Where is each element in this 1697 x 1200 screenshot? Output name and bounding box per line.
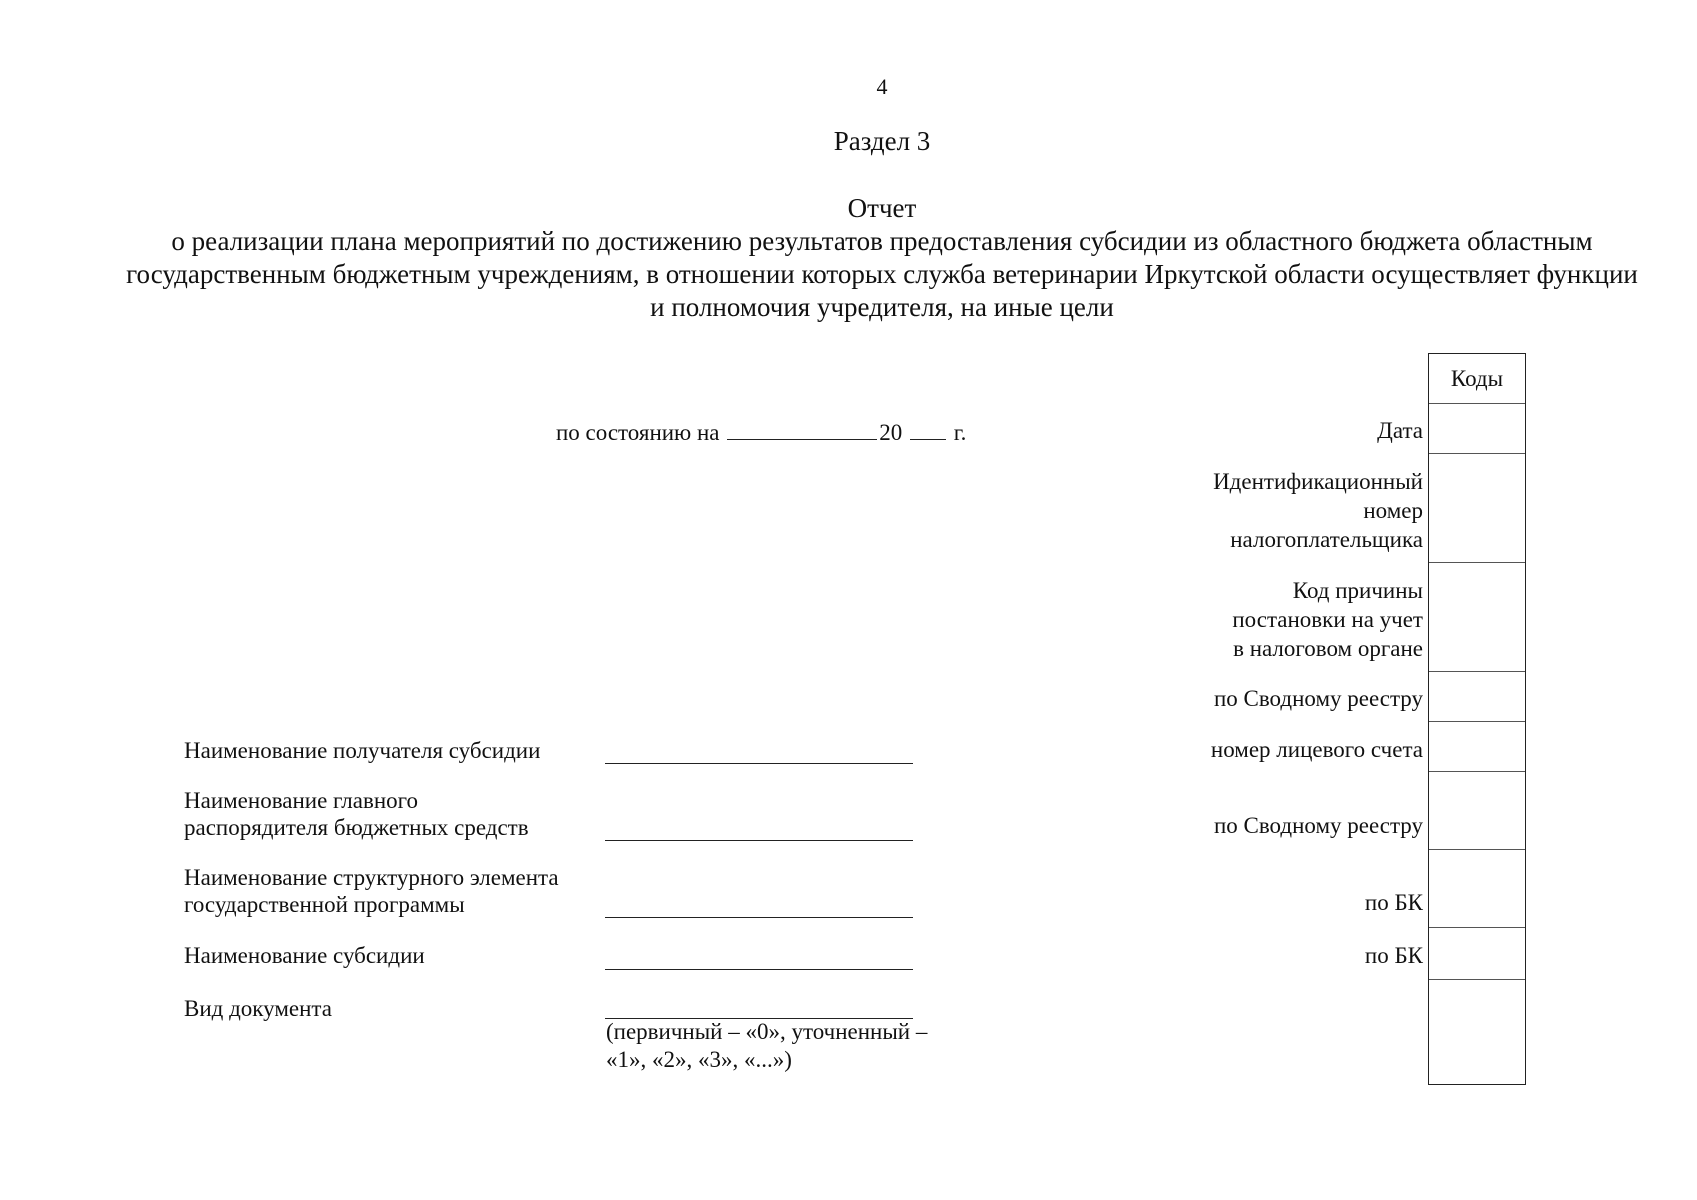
code-label-consolidated-registry-2 [1214, 811, 1423, 840]
codes-header: Коды [1429, 354, 1525, 404]
report-title: Отчет [847, 193, 917, 223]
code-label-line: по Сводному реестру [1213, 686, 1423, 711]
code-label-personal-account [1211, 735, 1423, 764]
field-label-line: Наименование главного [184, 788, 419, 813]
field-label-recipient [184, 737, 540, 764]
code-label-line: Идентификационный [1213, 469, 1423, 494]
code-label-line: налогоплательщика [1230, 527, 1423, 552]
field-label-line: Вид документа [184, 996, 332, 1021]
code-label-consolidated-registry [1214, 684, 1423, 713]
code-label-date [1377, 416, 1423, 445]
field-label-line: Наименование структурного элемента [184, 865, 559, 890]
code-label-line: по БК [1364, 890, 1423, 915]
section-title: Раздел 3 [833, 126, 931, 156]
code-label-budget-code [1365, 888, 1423, 917]
code-label-line: номер лицевого счета [1210, 737, 1423, 762]
code-cell-consolidated-registry-2[interactable] [1429, 772, 1525, 850]
code-cell-kpp[interactable] [1429, 563, 1525, 672]
code-label-line: номер [1363, 498, 1423, 523]
as-of-date-line [556, 417, 966, 446]
code-label-line: по Сводному реестру [1213, 813, 1423, 838]
field-label-subsidy-name [184, 942, 425, 969]
field-label-line: распорядителя бюджетных средств [184, 815, 529, 840]
as-of-date-blank[interactable] [727, 417, 877, 440]
code-label-line: в налоговом органе [1233, 636, 1423, 661]
document-type-note-line: (первичный – «0», уточненный – [606, 1019, 928, 1044]
code-label-budget-code-2 [1365, 941, 1423, 970]
field-label-document-type [184, 995, 332, 1022]
page-number: 4 [876, 74, 888, 99]
field-label-program-element [184, 864, 559, 918]
report-subtitle: о реализации плана мероприятий по достижению результатов предоставления субсидии из областного бюджета областным государственным бюджетным учреждениям, в отношении которых служба ветеринарии Иркутской области осуществляет функции и полномочия учредителя, на иные цели [126, 226, 1638, 322]
code-cell-consolidated-registry[interactable] [1429, 672, 1525, 722]
code-cell-document-type[interactable] [1429, 980, 1525, 1084]
as-of-prefix: по состоянию на [556, 420, 720, 445]
code-cell-inn[interactable] [1429, 454, 1525, 563]
field-label-line: Наименование субсидии [184, 943, 425, 968]
document-type-note [606, 1018, 927, 1074]
code-label-line: Код причины [1292, 578, 1423, 603]
field-label-line: государственной программы [184, 892, 465, 917]
field-line-recipient[interactable] [605, 763, 913, 764]
code-label-inn [1213, 467, 1423, 554]
field-line-program-element[interactable] [605, 917, 913, 918]
code-label-line: постановки на учет [1232, 607, 1423, 632]
field-label-line: Наименование получателя субсидии [184, 738, 541, 763]
code-label-line: по БК [1364, 943, 1423, 968]
field-label-chief-manager [184, 787, 529, 841]
code-cell-budget-code[interactable] [1429, 850, 1525, 928]
as-of-year-prefix: 20 [879, 420, 903, 445]
code-cell-personal-account[interactable] [1429, 722, 1525, 772]
field-line-chief-manager[interactable] [605, 840, 913, 841]
as-of-year-blank[interactable] [910, 417, 946, 440]
as-of-year-suffix: г. [953, 420, 967, 445]
code-cell-budget-code-2[interactable] [1429, 928, 1525, 980]
code-label-line: Дата [1377, 418, 1423, 443]
codes-box [1428, 353, 1526, 1085]
code-label-kpp [1232, 576, 1423, 663]
field-line-subsidy-name[interactable] [605, 969, 913, 970]
document-type-note-line: «1», «2», «3», «...») [606, 1047, 792, 1072]
code-cell-date[interactable] [1429, 404, 1525, 454]
